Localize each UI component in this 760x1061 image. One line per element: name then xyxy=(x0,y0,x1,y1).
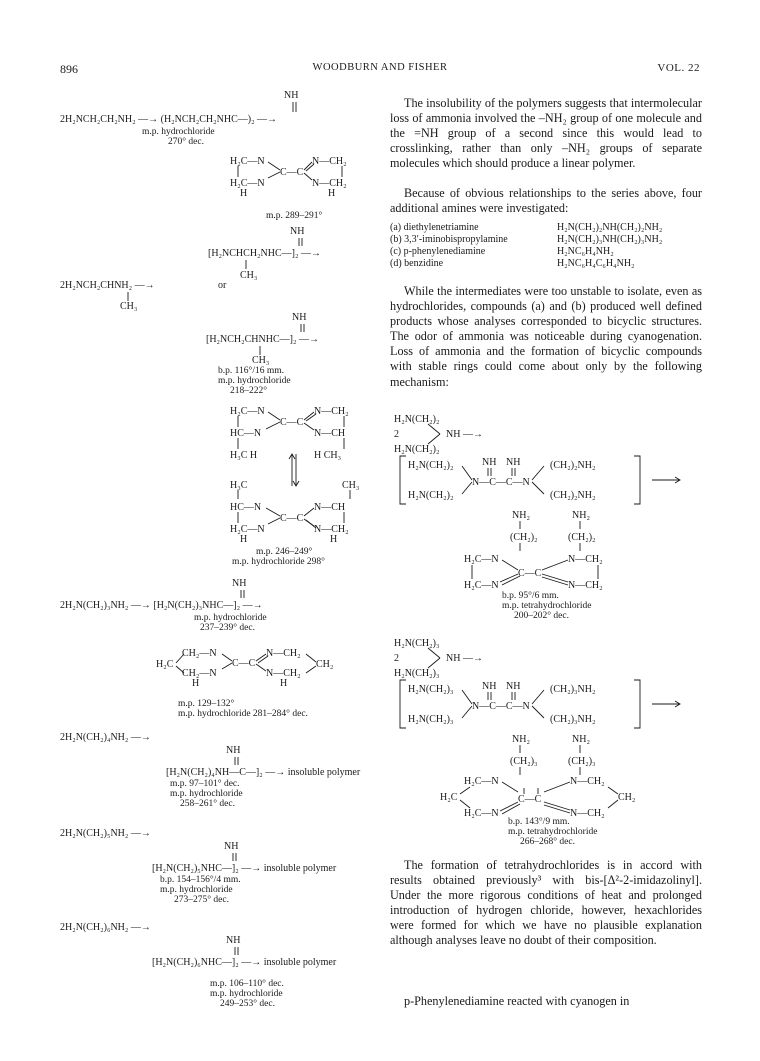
page-header xyxy=(60,62,700,78)
svg-text:H₂C—N: H₂C—N xyxy=(464,808,499,819)
svg-text:H₂N(CH₂)₂: H₂N(CH₂)₂ xyxy=(408,490,454,501)
s2-amine-b: H₂N(CH₂)₃ xyxy=(394,668,440,679)
r4-nh: NH xyxy=(226,745,241,756)
r6-nh: NH xyxy=(226,935,241,946)
r6-reactant: 2H₂N(CH₂)₆NH₂ —→ xyxy=(60,922,151,933)
s2-intermediate xyxy=(400,678,700,732)
svg-text:N—CH₂: N—CH₂ xyxy=(312,178,347,189)
r4-notes: m.p. 97–101° dec. m.p. hydrochloride 258–261° dec. xyxy=(170,779,243,809)
s2-notes: b.p. 143°/9 mm. m.p. tetrahydrochloride 266–268° dec. xyxy=(508,817,598,847)
svg-text:CH₂: CH₂ xyxy=(618,792,636,803)
s1-two: 2 xyxy=(394,429,399,440)
paragraph-5: p-Phenylenediamine reacted with cyanogen in xyxy=(404,994,630,1008)
svg-text:C—C: C—C xyxy=(518,794,542,805)
svg-text:N—CH₂: N—CH₂ xyxy=(314,524,349,535)
paragraph-2: Because of obvious relationships to the series above, four additional amines were investigated: xyxy=(390,186,702,216)
s1-nh-arrow: NH —→ xyxy=(446,429,483,440)
svg-text:N—C—C—N: N—C—C—N xyxy=(472,477,530,488)
s1-intermediate xyxy=(400,454,700,508)
r2-nh1: NH xyxy=(290,226,305,237)
running-title: WOODBURN AND FISHER xyxy=(312,62,448,73)
svg-text:H: H xyxy=(192,678,200,689)
svg-text:H₂C: H₂C xyxy=(156,659,174,670)
svg-text:N—CH₂: N—CH₂ xyxy=(570,776,605,787)
r2-notes: b.p. 116°/16 mm. m.p. hydrochloride 218–222° xyxy=(218,366,291,396)
svg-text:NH₂: NH₂ xyxy=(512,510,530,521)
r6-double-bond xyxy=(232,947,242,957)
r5-product: [H₂N(CH₂)₅NHC—]₂ —→ insoluble polymer xyxy=(152,863,337,874)
s1-amine-b: H₂N(CH₂)₂ xyxy=(394,444,440,455)
svg-text:N—CH₂: N—CH₂ xyxy=(568,580,603,591)
svg-text:N—C—C—N: N—C—C—N xyxy=(472,701,530,712)
svg-text:NH: NH xyxy=(506,681,521,692)
svg-text:NH₂: NH₂ xyxy=(512,734,530,745)
svg-text:H₂C: H₂C xyxy=(440,792,458,803)
r2-bond-1 xyxy=(244,260,248,270)
r4-product: [H₂N(CH₂)₄NH—C—]₂ —→ insoluble polymer xyxy=(166,767,361,778)
amines-table xyxy=(390,222,702,270)
amine-row: (c) p-phenylenediamine H₂NC₆H₄NH₂ xyxy=(390,246,614,257)
amine-row: (b) 3,3′-iminobispropylamine H₂N(CH₂)₃NH(CH₂)₃NH₂ xyxy=(390,234,663,245)
svg-text:H₃C: H₃C xyxy=(230,480,248,491)
volume-label: VOL. 22 xyxy=(657,62,700,74)
s1-branch xyxy=(428,424,444,444)
r3-equation: 2H₂N(CH₂)₃NH₂ —→ [H₂N(CH₂)₃NHC—]₂ —→ xyxy=(60,600,263,611)
amine-row: (a) diethylenetriamine H₂N(CH₂)₂NH(CH₂)₂NH₂ xyxy=(390,222,663,233)
r1-equation: 2H₂NCH₂CH₂NH₂ —→ (H₂NCH₂CH₂NHC—)₂ —→ xyxy=(60,114,278,125)
svg-text:NH: NH xyxy=(506,457,521,468)
svg-text:N—CH₂: N—CH₂ xyxy=(570,808,605,819)
s2-two: 2 xyxy=(394,653,399,664)
r2-ch3-c: CH₃ xyxy=(252,355,270,366)
svg-text:HC—N: HC—N xyxy=(230,428,262,439)
paragraph-1: The insolubility of the polymers suggests that intermolecular loss of ammonia involved the –NH₂ group of one molecule and the =NH group of a second since this would lead to crosslinking, rather than only –NH₂ groups of separate molecules which should produce a linear polymer. xyxy=(390,96,702,171)
paragraph-3: While the intermediates were too unstable to isolate, even as hydrochlorides, compounds (a) and (b) produced well defined products whose analyses corresponded to bicyclic structures. The odor of ammonia was noticeable during cyanogenation. Loss of ammonia and the formation of bicyclic compounds with stable rings could come about only by the following mechanism: xyxy=(390,284,702,389)
s1-notes: b.p. 95°/6 mm. m.p. tetrahydrochloride 200–202° dec. xyxy=(502,591,592,621)
s1-amine-a: H₂N(CH₂)₂ xyxy=(394,414,440,425)
svg-text:(CH₂)₃NH₂: (CH₂)₃NH₂ xyxy=(550,714,596,725)
r2-reactant: 2H₂NCH₂CHNH₂ —→ xyxy=(60,280,155,291)
s2-nh-arrow: NH —→ xyxy=(446,653,483,664)
svg-text:H₂N(CH₂)₂: H₂N(CH₂)₂ xyxy=(408,460,454,471)
amine-row: (d) benzidine H₂NC₆H₄C₆H₄NH₂ xyxy=(390,258,635,269)
svg-text:(CH₂)₂NH₂: (CH₂)₂NH₂ xyxy=(550,490,596,501)
svg-text:N—CH: N—CH xyxy=(314,502,346,513)
paragraph-4: The formation of tetrahydrochlorides is in accord with results obtained previously³ with bis-[Δ²-2-imidazolinyl]. Under the more rigorous conditions of heat and prolonged introduction of hydrogen chloride, however, hexachlorides were formed for which we have no plausible explanation although analyses leave no doubt of their composition. xyxy=(390,858,702,948)
svg-text:H: H xyxy=(328,188,336,199)
r2-double-bond-1 xyxy=(296,238,306,248)
svg-text:N—CH₂: N—CH₂ xyxy=(266,648,301,659)
svg-text:H₂C—N: H₂C—N xyxy=(464,554,499,565)
r1-notes: m.p. hydrochloride 270° dec. xyxy=(142,127,215,147)
r3-nh: NH xyxy=(232,578,247,589)
svg-text:C—C: C—C xyxy=(280,167,304,178)
r4-reactant: 2H₂N(CH₂)₄NH₂ —→ xyxy=(60,732,151,743)
svg-text:(CH₂)₃: (CH₂)₃ xyxy=(510,756,538,767)
svg-text:H₂C—N: H₂C—N xyxy=(464,776,499,787)
left-column-schemes xyxy=(60,90,380,1040)
svg-text:H: H xyxy=(280,678,288,689)
svg-text:H₂N(CH₂)₃: H₂N(CH₂)₃ xyxy=(408,714,454,725)
r2-ch3-b: CH₃ xyxy=(120,301,138,312)
svg-text:H: H xyxy=(240,188,248,199)
svg-text:H₂C—N: H₂C—N xyxy=(230,524,265,535)
svg-text:H₂C—N: H₂C—N xyxy=(230,406,265,417)
svg-text:H: H xyxy=(330,534,338,545)
svg-text:HC—N: HC—N xyxy=(230,502,262,513)
svg-text:(CH₂)₂: (CH₂)₂ xyxy=(510,532,538,543)
r3-double-bond xyxy=(238,590,248,600)
svg-text:H₂C—N: H₂C—N xyxy=(464,580,499,591)
svg-text:NH: NH xyxy=(482,681,497,692)
r2-product-1: [H₂NCHCH₂NHC—]₂ —→ xyxy=(208,248,321,259)
r2-double-bond-2 xyxy=(298,324,308,334)
r2-product-2: [H₂NCH₂CHNHC—]₂ —→ xyxy=(206,334,319,345)
svg-text:CH₃: CH₃ xyxy=(342,480,360,491)
svg-text:NH: NH xyxy=(482,457,497,468)
svg-text:N—CH₂: N—CH₂ xyxy=(314,406,349,417)
svg-text:H₃C H: H₃C H xyxy=(230,450,258,461)
r5-reactant: 2H₂N(CH₂)₅NH₂ —→ xyxy=(60,828,151,839)
r6-notes: m.p. 106–110° dec. m.p. hydrochloride 249–253° dec. xyxy=(210,979,284,1009)
s2-branch xyxy=(428,648,444,668)
svg-text:C—C: C—C xyxy=(280,417,304,428)
svg-text:CH₂—N: CH₂—N xyxy=(182,668,217,679)
svg-text:H₂C—N: H₂C—N xyxy=(230,178,265,189)
r5-nh: NH xyxy=(224,841,239,852)
svg-text:H CH₃: H CH₃ xyxy=(314,450,342,461)
r5-double-bond xyxy=(230,853,240,863)
svg-text:(CH₂)₂: (CH₂)₂ xyxy=(568,532,596,543)
svg-text:C—C: C—C xyxy=(518,568,542,579)
ring3-notes: m.p. 129–132° m.p. hydrochloride 281–284° dec. xyxy=(178,699,308,719)
svg-text:CH₂: CH₂ xyxy=(316,659,334,670)
r4-double-bond xyxy=(232,757,242,767)
ring1-mp: m.p. 289–291° xyxy=(266,211,323,221)
ring2-structures xyxy=(230,404,370,562)
r1-double-bond xyxy=(290,102,300,114)
r5-notes: b.p. 154–156°/4 mm. m.p. hydrochloride 273–275° dec. xyxy=(160,875,241,905)
r2-nh2: NH xyxy=(292,312,307,323)
svg-text:N—CH₂: N—CH₂ xyxy=(568,554,603,565)
svg-text:C—C: C—C xyxy=(280,513,304,524)
r2-or: or xyxy=(218,280,227,291)
page-number: 896 xyxy=(60,62,78,76)
r6-product: [H₂N(CH₂)₆NHC—]₂ —→ insoluble polymer xyxy=(152,957,337,968)
r3-notes: m.p. hydrochloride 237–239° dec. xyxy=(194,613,267,633)
svg-text:N—CH₂: N—CH₂ xyxy=(266,668,301,679)
svg-text:(CH₂)₃NH₂: (CH₂)₃NH₂ xyxy=(550,684,596,695)
right-column-text xyxy=(390,96,702,1036)
svg-text:(CH₂)₂NH₂: (CH₂)₂NH₂ xyxy=(550,460,596,471)
svg-text:C—C: C—C xyxy=(232,658,256,669)
svg-text:H₂N(CH₂)₃: H₂N(CH₂)₃ xyxy=(408,684,454,695)
ring2-notes: m.p. 246–249° m.p. hydrochloride 298° xyxy=(232,547,325,567)
svg-text:N—CH: N—CH xyxy=(314,428,346,439)
svg-text:(CH₂)₃: (CH₂)₃ xyxy=(568,756,596,767)
svg-text:NH₂: NH₂ xyxy=(572,734,590,745)
r1-nh: NH xyxy=(284,90,299,101)
s2-amine-a: H₂N(CH₂)₃ xyxy=(394,638,440,649)
svg-text:H: H xyxy=(240,534,248,545)
svg-text:H₂C—N: H₂C—N xyxy=(230,156,265,167)
svg-text:CH₂—N: CH₂—N xyxy=(182,648,217,659)
ring3-structure xyxy=(156,646,366,698)
svg-text:N—CH₂: N—CH₂ xyxy=(312,156,347,167)
svg-text:NH₂: NH₂ xyxy=(572,510,590,521)
r2-ch3-a: CH₃ xyxy=(240,270,258,281)
ring1-structure xyxy=(230,154,360,210)
